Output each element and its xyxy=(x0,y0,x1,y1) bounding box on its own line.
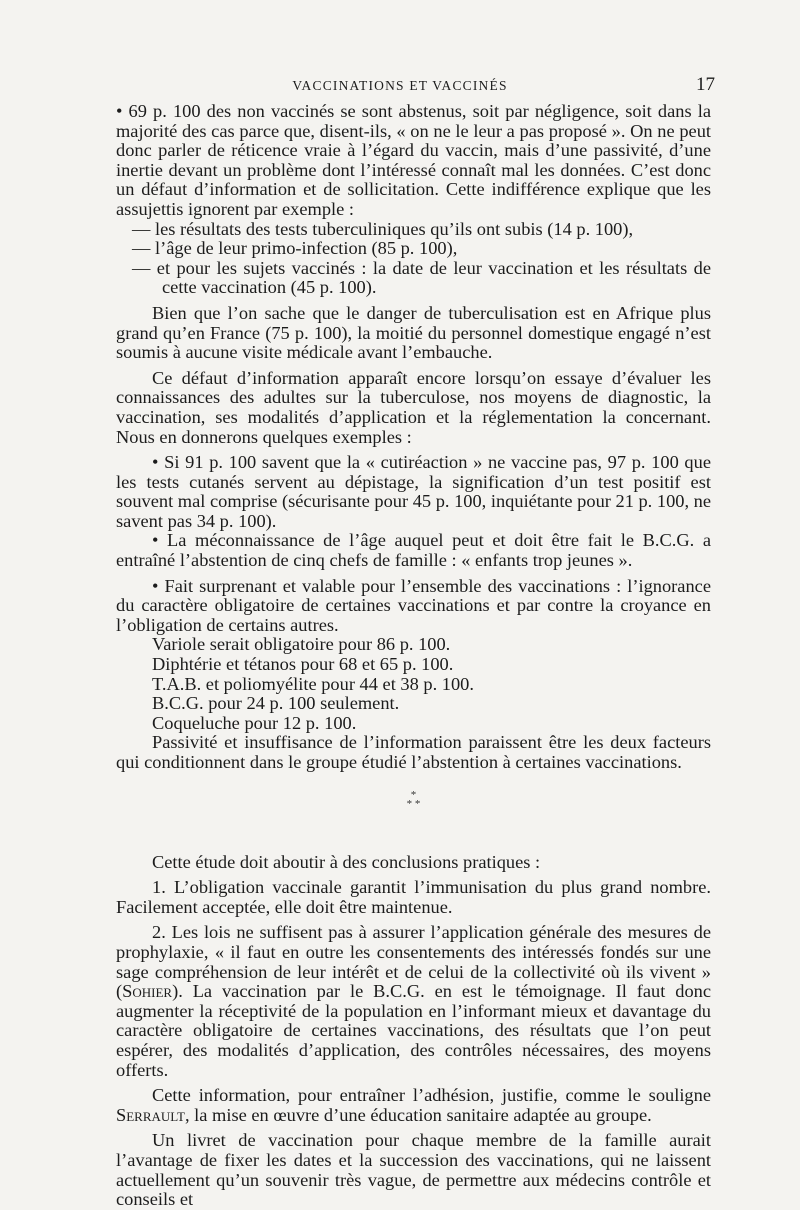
paragraph-information-adhesion xyxy=(116,1086,711,1125)
paragraph-bcg-age: • La méconnaissance de l’âge auquel peut et doit être fait le B.C.G. a entraîné l’abstention de cinq chefs de famille : « enfants trop jeunes ». xyxy=(116,530,711,571)
list-item: Coqueluche pour 12 p. 100. xyxy=(152,712,357,733)
conclusion-item-1: 1. L’obligation vaccinale garantit l’immunisation du plus grand nombre. Facilement acceptée, elle doit être maintenue. xyxy=(116,877,711,917)
paragraph-conclusion-passivity: Passivité et insuffisance de l’information paraissent être les deux facteurs qui conditionnent dans le groupe étudié l’abstention à certaines vaccinations. xyxy=(116,732,711,772)
list-item: Variole serait obligatoire pour 86 p. 100. xyxy=(152,634,451,655)
paragraph-vaccination-booklet: Un livret de vaccination pour chaque membre de la famille aurait l’avantage de fixer les dates et la succession des vaccinations, qui ne laissent actuellement qu’un souvenir très vague, de permettre aux médecins contrôle et conseils et xyxy=(116,1130,711,1210)
information-text-b: , la mise en œuvre d’une éducation sanitaire adaptée au groupe. xyxy=(184,1104,652,1125)
page-header xyxy=(0,74,800,100)
list-item: B.C.G. pour 24 p. 100 seulement. xyxy=(152,693,400,714)
author-serrault: Serrault xyxy=(116,1104,185,1125)
paragraph-danger: Bien que l’on sache que le danger de tuberculisation est en Afrique plus grand qu’en France (75 p. 100), la moitié du personnel domestique engagé n’est soumis à aucune visite médicale avant l’embauche. xyxy=(116,302,711,363)
paragraph-obligation: • Fait surprenant et valable pour l’ensemble des vaccinations : l’ignorance du caractère obligatoire de certaines vaccinations et par contre la croyance en l’obligation de certains autres. xyxy=(116,575,711,635)
asterism-top: * xyxy=(410,788,417,801)
paragraph-cutireaction: • Si 91 p. 100 savent que la « cutiréaction » ne vaccine pas, 97 p. 100 que les tests cutanés servent au dépistage, la signification d’un test positif est souvent mal comprise (sécurisante pour 45 p. 100, inquiétante pour 21 p. 100, ne savent pas 34 p. 100). xyxy=(116,452,712,531)
paragraph-passivity: • 69 p. 100 des non vaccinés se sont abstenus, soit par négligence, soit dans la majorité des cas parce que, disent-ils, « on ne le leur a pas proposé ». On ne peut donc parler de réticence vraie à l’égard du vaccin, mais d’une passivité, d’une inertie devant un problème dont l’intéressé connaît mal les données. C’est donc un défaut d’information et de sollicitation. Cette indifférence explique que les assujettis ignorent par exemple : xyxy=(116,101,711,219)
running-title: VACCINATIONS ET VACCINÉS xyxy=(292,78,508,93)
paragraph-information-defect: Ce défaut d’information apparaît encore lorsqu’on essaye d’évaluer les connaissances des adultes sur la tuberculose, nos moyens de diagnostic, la vaccination, ses modalités d’application et la réglementation la concernant. Nous en donnerons quelques exemples : xyxy=(116,367,711,447)
author-sohier: Sohier xyxy=(122,981,173,1002)
page-number: 17 xyxy=(696,74,715,95)
paragraph-practical-conclusions: Cette étude doit aboutir à des conclusions pratiques : xyxy=(152,851,541,872)
conclusion-2-text-a: 2. Les lois ne suffisent pas à assurer l’application générale des mesures de prophylaxie, « il faut en outre les consentements des intéressés fondés sur une sage compréhension de leur intérêt et de celui de la collectivité où ils vivent » ( xyxy=(116,922,711,1002)
conclusion-item-2 xyxy=(116,923,711,1080)
dash-item: — l’âge de leur primo-infection (85 p. 100), xyxy=(132,238,458,259)
section-asterism xyxy=(116,788,711,810)
body-text xyxy=(116,102,711,1210)
list-item: Diphtérie et tétanos pour 68 et 65 p. 100. xyxy=(152,654,454,675)
information-text-a: Cette information, pour entraîner l’adhésion, justifie, comme le souligne xyxy=(152,1085,711,1106)
dash-item: — les résultats des tests tuberculiniques qu’ils ont subis (14 p. 100), xyxy=(132,218,634,239)
list-item: T.A.B. et poliomyélite pour 44 et 38 p. 100. xyxy=(152,673,474,694)
dash-item: — et pour les sujets vaccinés : la date de leur vaccination et les résultats de cette vaccination (45 p. 100). xyxy=(132,257,711,298)
conclusion-2-text-b: ). La vaccination par le B.C.G. en est le témoignage. Il faut donc augmenter la réceptivité de la population en l’informant mieux et davantage du caractère obligatoire de certaines vaccinations, des résultats que l’on peut espérer, des modalités d’application, des contrôles nécessaires, des moyens offerts. xyxy=(116,981,711,1080)
asterism-bottom: * * xyxy=(406,797,421,810)
